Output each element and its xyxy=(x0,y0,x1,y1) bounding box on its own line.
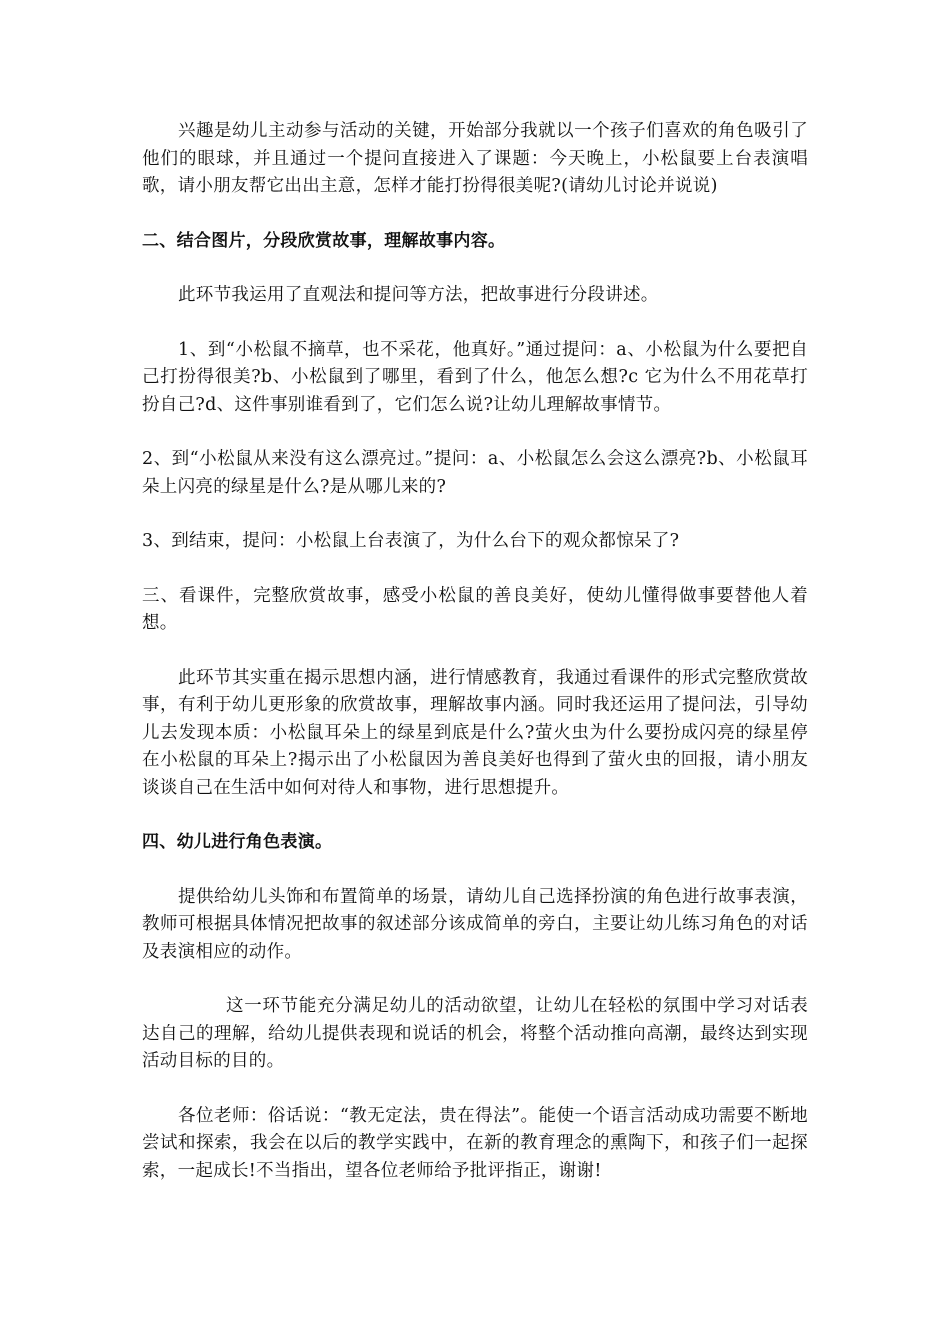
paragraph-activity-goal: 这一环节能充分满足幼儿的活动欲望，让幼儿在轻松的氛围中学习对话表达自己的理解，给幼儿提供表现和说话的机会，将整个活动推向高潮，最终达到实现活动目标的目的。 xyxy=(142,996,808,1071)
section-heading-two: 二、结合图片，分段欣赏故事，理解故事内容。 xyxy=(142,230,506,251)
section-heading-three: 三、看课件，完整欣赏故事，感受小松鼠的善良美好，使幼儿懂得做事要替他人着想。 xyxy=(142,585,808,633)
paragraph-emotion-education: 此环节其实重在揭示思想内涵，进行情感教育，我通过看课件的形式完整欣赏故事，有利于幼儿更形象的欣赏故事，理解故事内涵。同时我还运用了提问法，引导幼儿去发现本质：小松鼠耳朵上的绿星到底是什么?萤火虫为什么要扮成闪亮的绿星停在小松鼠的耳朵上?揭示出了小松鼠因为善良美好也得到了萤火虫的回报，请小朋友谈谈自己在生活中如何对待人和事物，进行思想提升。 xyxy=(142,667,808,798)
paragraph-interest-intro: 兴趣是幼儿主动参与活动的关键，开始部分我就以一个孩子们喜欢的角色吸引了他们的眼球，并且通过一个提问直接进入了课题：今天晚上，小松鼠要上台表演唱歌，请小朋友帮它出出主意，怎样才能打扮得很美呢?(请幼儿讨论并说说) xyxy=(142,121,808,196)
paragraph-step-3: 3、到结束，提问：小松鼠上台表演了，为什么台下的观众都惊呆了? xyxy=(142,531,680,551)
paragraph-method: 此环节我运用了直观法和提问等方法，把故事进行分段讲述。 xyxy=(178,285,659,305)
paragraph-closing: 各位老师：俗话说：“教无定法，贵在得法”。能使一个语言活动成功需要不断地尝试和探索，我会在以后的教学实践中，在新的教育理念的熏陶下，和孩子们一起探索，一起成长!不当指出，望各位老师给予批评指正，谢谢! xyxy=(142,1105,808,1181)
paragraph-step-2: 2、到“小松鼠从来没有这么漂亮过。”提问：a、小松鼠怎么会这么漂亮?b、小松鼠耳朵上闪亮的绿星是什么?是从哪儿来的? xyxy=(142,449,808,497)
paragraph-step-1: 1、到“小松鼠不摘草，也不采花，他真好。”通过提问：a、小松鼠为什么要把自己打扮得很美?b、小松鼠到了哪里，看到了什么，他怎么想?c 它为什么不用花草打扮自己?d、这件事别谁看到了，它们怎么说?让幼儿理解故事情节。 xyxy=(142,339,808,415)
document-body xyxy=(142,118,808,1212)
section-heading-four: 四、幼儿进行角色表演。 xyxy=(142,832,333,852)
paragraph-role-play: 提供给幼儿头饰和布置简单的场景，请幼儿自己选择扮演的角色进行故事表演，教师可根据具体情况把故事的叙述部分该成简单的旁白，主要让幼儿练习角色的对话及表演相应的动作。 xyxy=(142,886,808,962)
